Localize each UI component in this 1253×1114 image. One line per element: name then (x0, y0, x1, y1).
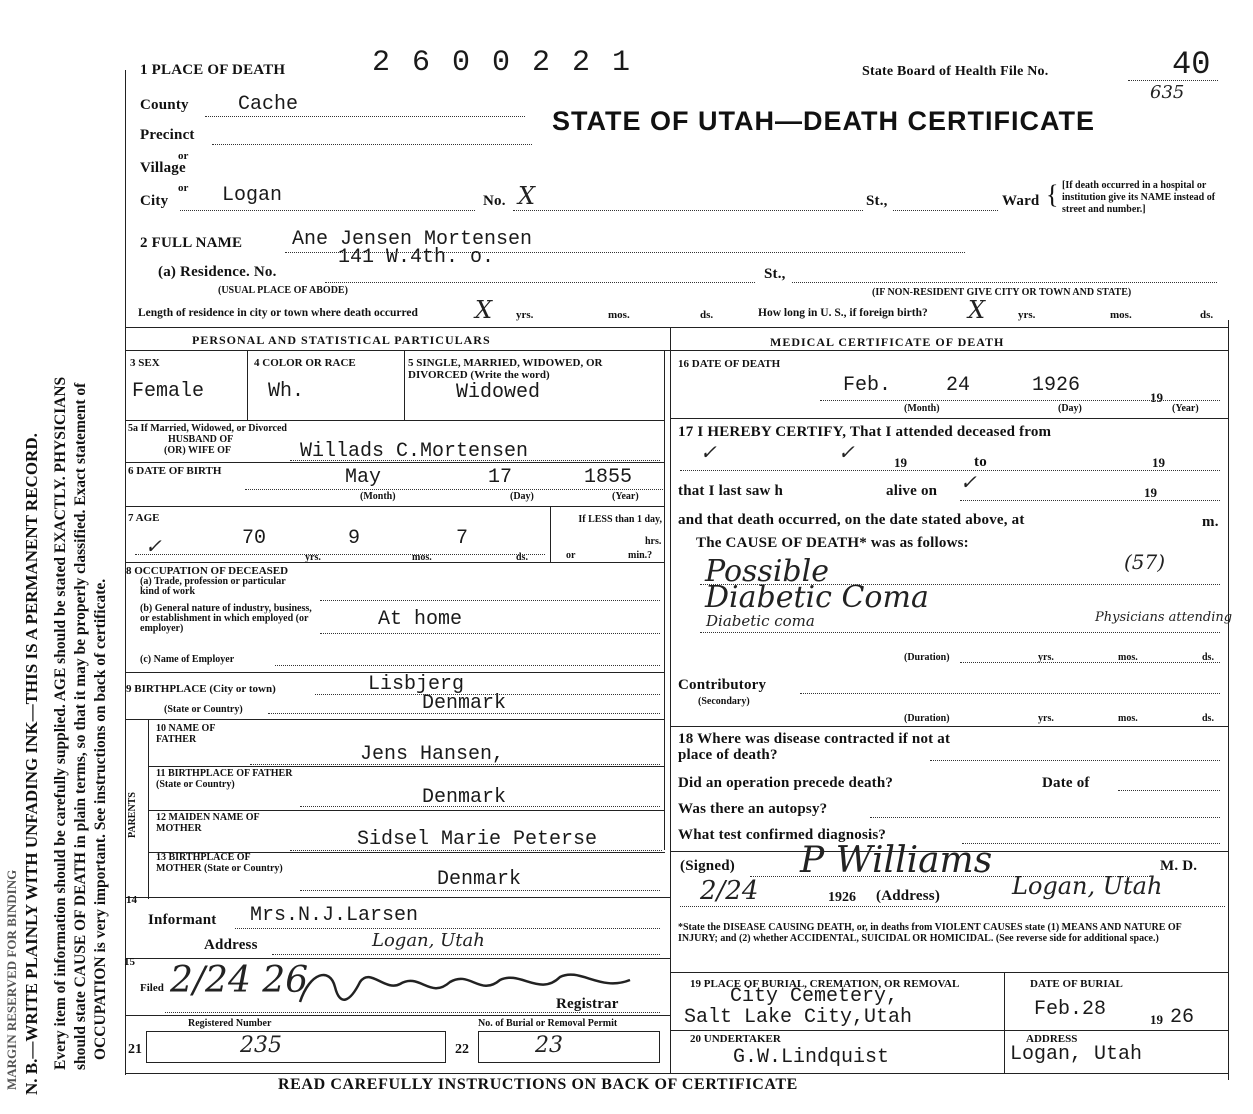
birthplace-city: Lisbjerg (368, 673, 465, 696)
right-border (1228, 320, 1229, 1080)
file-no-label: State Board of Health File No. (862, 64, 1049, 79)
side-instruction-3: should state CAUSE OF DEATH in plain terms, so that it may be properly classified. Exact statement of (72, 382, 89, 1070)
medical-heading: MEDICAL CERTIFICATE OF DEATH (770, 335, 1005, 349)
cause-line-1: Possible (705, 554, 829, 589)
birthplace-label: 9 BIRTHPLACE (City or town) (126, 683, 276, 695)
side-instruction-4: OCCUPATION is very important. See instructions on back of certificate. (92, 578, 109, 1060)
father-birthplace: Denmark (422, 786, 507, 809)
disease-contracted-question: 18 Where was disease contracted if not at place of death? (678, 731, 951, 763)
violent-causes-note: *State the DISEASE CAUSING DEATH, or, in deaths from VIOLENT CAUSES state (1) MEANS AND NATURE OF INJURY; and (2) whether ACCIDENTAL, SUICIDAL OR HOMICIDAL. (See reverse side for additional space.) (678, 922, 1182, 944)
us-residence-value: X (968, 296, 986, 324)
burial-date: Feb.28 (1034, 998, 1107, 1021)
residence-st-label: St., (764, 266, 786, 282)
cause-of-death-label: The CAUSE OF DEATH* was as follows: (696, 535, 969, 551)
informant-label: Informant (148, 912, 217, 928)
column-divider (670, 327, 671, 1073)
dob-day: 17 (488, 466, 513, 489)
burial-place-2: Salt Lake City,Utah (684, 1006, 913, 1029)
precinct-label: Precinct (140, 127, 195, 143)
occupation-value: At home (378, 608, 463, 631)
occupation-label: 8 OCCUPATION OF DECEASED (126, 565, 289, 577)
father-value: Jens Hansen, (360, 743, 505, 766)
undertaker-address: Logan, Utah (1010, 1043, 1143, 1066)
less-than-day-label: If LESS than 1 day, (578, 514, 662, 525)
filed-label: Filed (140, 982, 164, 994)
dob-month: May (345, 466, 382, 489)
binding-margin-note: MARGIN RESERVED FOR BINDING (4, 869, 19, 1090)
marital-value: Widowed (456, 381, 541, 404)
side-instruction-2: Every item of information should be carefully supplied. AGE should be stated EXACTLY. PHYSICIANS (52, 376, 69, 1070)
birthplace-country: Denmark (422, 692, 507, 715)
certify-statement: 17 I HEREBY CERTIFY, That I attended deceased from (678, 424, 1052, 440)
age-months: 9 (348, 527, 361, 550)
death-year: 1926 (1032, 374, 1081, 397)
informant-value: Mrs.N.J.Larsen (250, 904, 419, 927)
contributory-label: Contributory (678, 677, 767, 693)
parents-label: PARENTS (127, 792, 138, 838)
mother-birthplace: Denmark (437, 868, 522, 891)
autopsy-question: Was there an autopsy? (678, 801, 828, 817)
certificate-page: MARGIN RESERVED FOR BINDING N. B.—WRITE PLAINLY WITH UNFADING INK—THIS IS A PERMANENT RECORD. Every item of information should be carefully supplied. AGE should be stated EXACTLY. PHYSICIANS should state CAUSE OF DEATH in plain terms, so that it may be properly classified. Exact statement of OCCUPATION is very important. See instructions on back of certificate. 1 PLACE OF DEATH 2 6 0 0 2 2 1 State Board of Health File No. 40 635 STATE OF UTAH—DEATH CERTIFICATE County Cache Precinct or Village or City Logan No. X St., Ward { [If death occurred in a hospital or institution give its NAME instead of street and number.] 2 FULL NAME Ane Jensen Mortensen (a) Residence. No. 141 W.4th. o. St., (USUAL PLACE OF ABODE) (IF NON-RESIDENT GIVE CITY OR TOWN AND STATE) Length of residence in city or town where death occurred X yrs. mos. ds. How long in U. S., if foreign birth? X yrs. mos. ds. PERSONAL AND STATISTICAL PARTICULARS MEDICAL CERTIFICATE OF DEATH 3 SEX Female 4 COLOR OR RACE Wh. 5 SINGLE, MARRIED, WIDOWED, OR DIVORCED (Write the word) Widowed 5a If Married, Widowed, or Divorced HUSBAND OF (OR) WIFE OF Willads C.Mortensen 6 DATE OF BIRTH May 17 1855 (Month) (Day) (Year) 7 AGE ✓ 70 9 7 yrs. mos. ds. If LESS than 1 day, hrs. or min.? 8 OCCUPATION OF DECEASED (a) Trade, profession or particular kind of work (b) General nature of industry, business, or establishment in which employed (or employer) At home (c) Name of Employer 9 BIRTHPLACE (City or town) Lisbjerg (State or Country) Denmark PARENTS 10 NAME OF FATHER Jens Hansen, 11 BIRTHPLACE OF FATHER (State or Country) Denmark 12 MAIDEN NAME OF MOTHER Sidsel Marie Peterse 13 BIRTHPLACE OF MOTHER (State or Country) Denmark 14 Informant Mrs.N.J.Larsen Address Logan, Utah 15 Filed 2/24 26 Registrar Registered Number No. of Burial or Removal Permit 21 235 22 23 16 DATE OF DEATH Feb. 24 1926 19 (Month) (Day) (Year) 17 I HEREBY CERTIFY, That I attended deceased from ✓ ✓ 19 to 19 that I last saw h alive on ✓ 19 and that death occurred, on the date stated above, at m. The CAUSE OF DEATH* was as follows: Possible (57) Diabetic Coma Diabetic coma Physicians attending (Duration) yrs. mos. ds. Contributory (Secondary) (Duration) yrs. mos. ds. 18 Where was disease contracted if not at place of death? Did an operation precede death? Date of Was there an autopsy? What test confirmed diagnosis? (Signed) P Williams M. D. 2/24 1926 (Address) Logan, Utah *State the DISEASE CAUSING DEATH, or, in deaths from VIOLENT CAUSES state (1) MEANS AND NATURE OF INJURY; and (2) whether ACCIDENTAL, SUICIDAL OR HOMICIDAL. (See reverse side for additional space.) 19 PLACE OF BURIAL, CREMATION, OR REMOVAL City Cemetery, Salt Lake City,Utah DATE OF BURIAL Feb.28 19 26 20 UNDERTAKER G.W.Lindquist ADDRESS Logan, Utah READ CAREFULLY INSTRUCTIONS ON BACK OF CERTIFICATE (4, 46, 1233, 1095)
physician-note: Physicians attending (1095, 610, 1233, 625)
race-label: 4 COLOR OR RACE (254, 357, 356, 369)
spouse-value: Willads C.Mortensen (300, 440, 529, 463)
no-value: X (518, 182, 536, 210)
place-of-death-label: 1 PLACE OF DEATH (140, 62, 286, 78)
personal-heading: PERSONAL AND STATISTICAL PARTICULARS (192, 333, 491, 347)
burial-place-1: City Cemetery, (730, 985, 899, 1008)
sex-label: 3 SEX (130, 357, 160, 369)
dob-label: 6 DATE OF BIRTH (128, 465, 222, 477)
length-residence-value: X (475, 296, 493, 324)
age-days: 7 (456, 527, 469, 550)
county-value: Cache (238, 93, 299, 116)
burial-permit-box (478, 1031, 660, 1063)
date-of-death-label: 16 DATE OF DEATH (678, 358, 781, 370)
full-name-label: 2 FULL NAME (140, 235, 243, 251)
certificate-title: STATE OF UTAH—DEATH CERTIFICATE (552, 106, 1095, 136)
death-month: Feb. (843, 374, 892, 397)
burial-year: 26 (1170, 1006, 1195, 1029)
age-label: 7 AGE (128, 512, 160, 524)
no-label: No. (483, 193, 506, 209)
race-value: Wh. (268, 380, 305, 403)
residence-label: (a) Residence. No. (158, 264, 277, 280)
sex-value: Female (132, 380, 205, 403)
residence-value: 141 W.4th. o. (338, 246, 495, 269)
operation-question: Did an operation precede death? (678, 775, 894, 791)
informant-address-label: Address (204, 937, 258, 953)
city-value: Logan (222, 184, 283, 207)
marital-label: 5 SINGLE, MARRIED, WIDOWED, OR DIVORCED (Write the word) (408, 357, 603, 381)
village-label: Village (140, 160, 186, 176)
registrar-label: Registrar (556, 996, 619, 1012)
side-instruction-1: N. B.—WRITE PLAINLY WITH UNFADING INK—THIS IS A PERMANENT RECORD. (22, 433, 41, 1095)
signed-label: (Signed) (680, 858, 735, 874)
abode-note: (USUAL PLACE OF ABODE) (218, 285, 348, 296)
length-residence-label: Length of residence in city or town where death occurred (138, 307, 418, 319)
file-no-secondary: 635 (1150, 82, 1185, 103)
registered-number: 235 (240, 1033, 282, 1058)
physician-address: Logan, Utah (1012, 872, 1163, 900)
cause-line-2: Diabetic Coma (705, 580, 929, 615)
file-no: 40 (1172, 46, 1211, 83)
registered-number-box (146, 1031, 446, 1063)
test-question: What test confirmed diagnosis? (678, 827, 887, 843)
death-day: 24 (946, 374, 971, 397)
city-label: City (140, 193, 169, 209)
informant-address: Logan, Utah (372, 930, 485, 951)
ward-label: Ward (1002, 193, 1040, 209)
cause-code: (57) (1124, 550, 1166, 574)
nonresident-note: (IF NON-RESIDENT GIVE CITY OR TOWN AND STATE) (872, 287, 1132, 298)
county-label: County (140, 97, 189, 113)
undertaker-value: G.W.Lindquist (733, 1046, 890, 1069)
burial-permit-number: 23 (535, 1033, 563, 1058)
footer-instructions: READ CAREFULLY INSTRUCTIONS ON BACK OF CERTIFICATE (278, 1076, 798, 1093)
age-years: 70 (242, 527, 267, 550)
filed-date: 2/24 26 (170, 960, 309, 1001)
st-label: St., (866, 193, 888, 209)
mother-value: Sidsel Marie Peterse (357, 828, 598, 851)
cause-line-3: Diabetic coma (706, 612, 815, 630)
full-name-value: Ane Jensen Mortensen (292, 228, 533, 251)
dob-year: 1855 (584, 466, 633, 489)
ward-note: [If death occurred in a hospital or institution give its NAME instead of street and number.] (1062, 180, 1216, 215)
us-residence-label: How long in U. S., if foreign birth? (758, 307, 928, 319)
physician-signature: P Williams (800, 840, 993, 881)
certificate-number: 2 6 0 0 2 2 1 (372, 46, 633, 80)
signed-date: 2/24 (700, 876, 759, 906)
